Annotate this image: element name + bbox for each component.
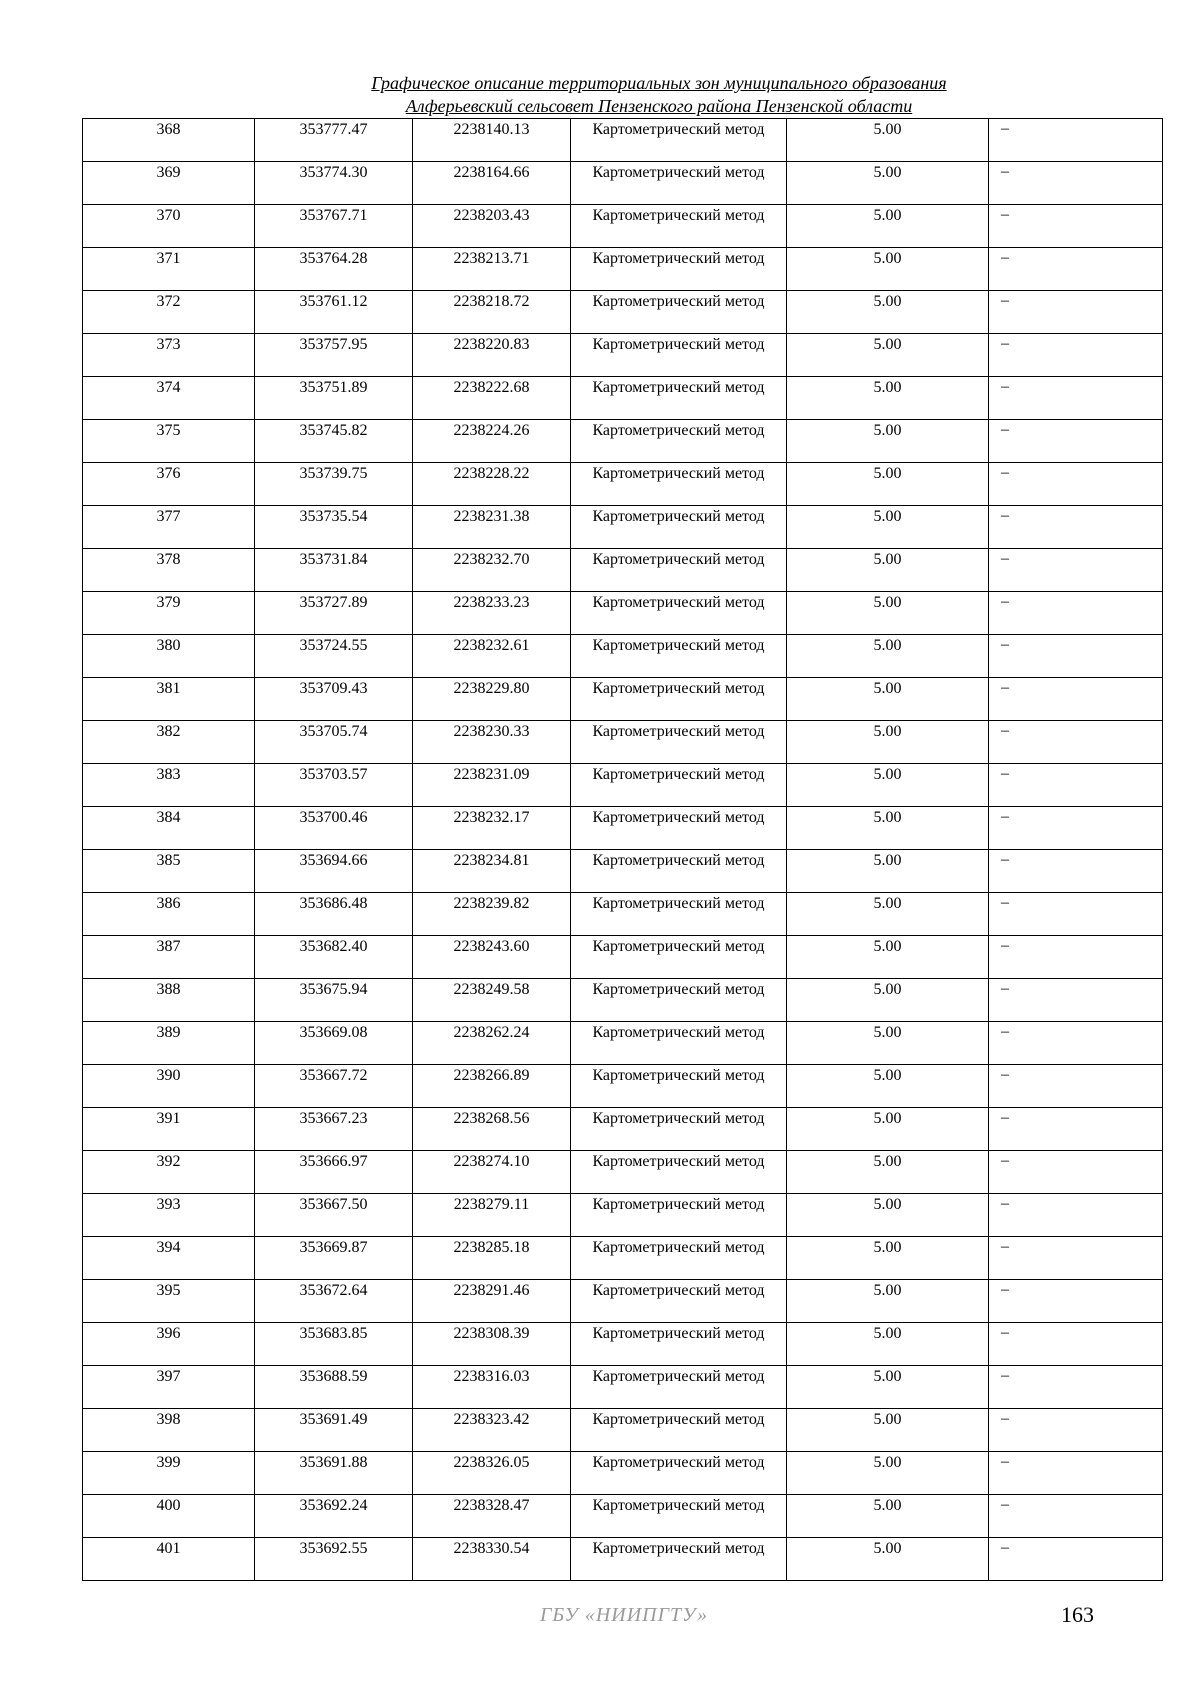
cell-x-coordinate: 353666.97 — [255, 1151, 413, 1194]
cell-method: Картометрический метод — [571, 506, 787, 549]
cell-accuracy: 5.00 — [787, 1194, 989, 1237]
cell-point-number: 376 — [83, 463, 255, 506]
cell-note: – — [989, 678, 1163, 721]
cell-y-coordinate: 2238239.82 — [413, 893, 571, 936]
cell-point-number: 386 — [83, 893, 255, 936]
cell-note: – — [989, 1065, 1163, 1108]
cell-y-coordinate: 2238268.56 — [413, 1108, 571, 1151]
cell-y-coordinate: 2238220.83 — [413, 334, 571, 377]
coordinates-table — [82, 118, 1163, 1581]
cell-note: – — [989, 119, 1163, 162]
cell-note: – — [989, 850, 1163, 893]
cell-method: Картометрический метод — [571, 1538, 787, 1581]
cell-method: Картометрический метод — [571, 1280, 787, 1323]
cell-accuracy: 5.00 — [787, 979, 989, 1022]
cell-point-number: 389 — [83, 1022, 255, 1065]
table-row — [83, 1237, 1163, 1280]
footer-organization: ГБУ «НИИПГТУ» — [540, 1604, 709, 1626]
cell-x-coordinate: 353774.30 — [255, 162, 413, 205]
cell-y-coordinate: 2238323.42 — [413, 1409, 571, 1452]
cell-x-coordinate: 353724.55 — [255, 635, 413, 678]
cell-point-number: 384 — [83, 807, 255, 850]
cell-note: – — [989, 893, 1163, 936]
header-line-1: Графическое описание территориальных зон муниципального образования — [371, 73, 947, 93]
cell-x-coordinate: 353764.28 — [255, 248, 413, 291]
cell-y-coordinate: 2238224.26 — [413, 420, 571, 463]
cell-accuracy: 5.00 — [787, 506, 989, 549]
table-row — [83, 764, 1163, 807]
cell-point-number: 371 — [83, 248, 255, 291]
cell-y-coordinate: 2238231.09 — [413, 764, 571, 807]
cell-y-coordinate: 2238228.22 — [413, 463, 571, 506]
cell-note: – — [989, 377, 1163, 420]
cell-accuracy: 5.00 — [787, 764, 989, 807]
cell-y-coordinate: 2238218.72 — [413, 291, 571, 334]
cell-y-coordinate: 2238234.81 — [413, 850, 571, 893]
table-row — [83, 1108, 1163, 1151]
table-row — [83, 291, 1163, 334]
cell-point-number: 379 — [83, 592, 255, 635]
cell-accuracy: 5.00 — [787, 1323, 989, 1366]
cell-x-coordinate: 353669.08 — [255, 1022, 413, 1065]
table-row — [83, 420, 1163, 463]
cell-x-coordinate: 353683.85 — [255, 1323, 413, 1366]
cell-y-coordinate: 2238326.05 — [413, 1452, 571, 1495]
table-row — [83, 1065, 1163, 1108]
table-row — [83, 1495, 1163, 1538]
table-row — [83, 721, 1163, 764]
cell-y-coordinate: 2238291.46 — [413, 1280, 571, 1323]
cell-x-coordinate: 353735.54 — [255, 506, 413, 549]
cell-accuracy: 5.00 — [787, 1495, 989, 1538]
cell-x-coordinate: 353700.46 — [255, 807, 413, 850]
table-row — [83, 1022, 1163, 1065]
cell-y-coordinate: 2238330.54 — [413, 1538, 571, 1581]
cell-accuracy: 5.00 — [787, 291, 989, 334]
cell-accuracy: 5.00 — [787, 1108, 989, 1151]
cell-x-coordinate: 353688.59 — [255, 1366, 413, 1409]
cell-x-coordinate: 353694.66 — [255, 850, 413, 893]
cell-x-coordinate: 353731.84 — [255, 549, 413, 592]
document-header — [0, 72, 1200, 118]
table-row — [83, 1366, 1163, 1409]
cell-y-coordinate: 2238213.71 — [413, 248, 571, 291]
cell-y-coordinate: 2238279.11 — [413, 1194, 571, 1237]
cell-method: Картометрический метод — [571, 1495, 787, 1538]
cell-point-number: 381 — [83, 678, 255, 721]
cell-method: Картометрический метод — [571, 291, 787, 334]
table-row — [83, 1280, 1163, 1323]
table-row — [83, 635, 1163, 678]
cell-x-coordinate: 353745.82 — [255, 420, 413, 463]
cell-method: Картометрический метод — [571, 1366, 787, 1409]
cell-y-coordinate: 2238274.10 — [413, 1151, 571, 1194]
cell-accuracy: 5.00 — [787, 1022, 989, 1065]
cell-y-coordinate: 2238164.66 — [413, 162, 571, 205]
cell-point-number: 400 — [83, 1495, 255, 1538]
cell-note: – — [989, 205, 1163, 248]
cell-point-number: 395 — [83, 1280, 255, 1323]
table-row — [83, 592, 1163, 635]
cell-x-coordinate: 353691.88 — [255, 1452, 413, 1495]
cell-accuracy: 5.00 — [787, 1151, 989, 1194]
cell-method: Картометрический метод — [571, 1323, 787, 1366]
table-row — [83, 162, 1163, 205]
cell-y-coordinate: 2238249.58 — [413, 979, 571, 1022]
cell-note: – — [989, 420, 1163, 463]
cell-note: – — [989, 291, 1163, 334]
cell-accuracy: 5.00 — [787, 678, 989, 721]
cell-method: Картометрический метод — [571, 1409, 787, 1452]
cell-x-coordinate: 353675.94 — [255, 979, 413, 1022]
cell-x-coordinate: 353703.57 — [255, 764, 413, 807]
cell-point-number: 368 — [83, 119, 255, 162]
cell-point-number: 369 — [83, 162, 255, 205]
cell-point-number: 392 — [83, 1151, 255, 1194]
cell-accuracy: 5.00 — [787, 1452, 989, 1495]
cell-method: Картометрический метод — [571, 979, 787, 1022]
cell-point-number: 391 — [83, 1108, 255, 1151]
cell-method: Картометрический метод — [571, 377, 787, 420]
cell-point-number: 387 — [83, 936, 255, 979]
cell-point-number: 377 — [83, 506, 255, 549]
cell-note: – — [989, 635, 1163, 678]
cell-method: Картометрический метод — [571, 334, 787, 377]
cell-method: Картометрический метод — [571, 807, 787, 850]
cell-method: Картометрический метод — [571, 119, 787, 162]
cell-accuracy: 5.00 — [787, 592, 989, 635]
cell-method: Картометрический метод — [571, 936, 787, 979]
cell-y-coordinate: 2238232.70 — [413, 549, 571, 592]
cell-x-coordinate: 353691.49 — [255, 1409, 413, 1452]
cell-point-number: 382 — [83, 721, 255, 764]
cell-y-coordinate: 2238229.80 — [413, 678, 571, 721]
cell-accuracy: 5.00 — [787, 1366, 989, 1409]
table-row — [83, 334, 1163, 377]
cell-accuracy: 5.00 — [787, 807, 989, 850]
cell-method: Картометрический метод — [571, 678, 787, 721]
cell-method: Картометрический метод — [571, 1151, 787, 1194]
cell-x-coordinate: 353672.64 — [255, 1280, 413, 1323]
cell-x-coordinate: 353727.89 — [255, 592, 413, 635]
cell-y-coordinate: 2238266.89 — [413, 1065, 571, 1108]
cell-x-coordinate: 353667.23 — [255, 1108, 413, 1151]
cell-accuracy: 5.00 — [787, 162, 989, 205]
cell-method: Картометрический метод — [571, 1022, 787, 1065]
cell-method: Картометрический метод — [571, 1452, 787, 1495]
table-row — [83, 1538, 1163, 1581]
cell-note: – — [989, 1366, 1163, 1409]
cell-method: Картометрический метод — [571, 721, 787, 764]
cell-method: Картометрический метод — [571, 592, 787, 635]
cell-note: – — [989, 1409, 1163, 1452]
table-row — [83, 1194, 1163, 1237]
table-row — [83, 463, 1163, 506]
cell-method: Картометрический метод — [571, 635, 787, 678]
cell-x-coordinate: 353751.89 — [255, 377, 413, 420]
cell-note: – — [989, 1538, 1163, 1581]
cell-y-coordinate: 2238232.61 — [413, 635, 571, 678]
cell-point-number: 397 — [83, 1366, 255, 1409]
cell-point-number: 374 — [83, 377, 255, 420]
cell-note: – — [989, 1237, 1163, 1280]
cell-method: Картометрический метод — [571, 764, 787, 807]
cell-point-number: 380 — [83, 635, 255, 678]
cell-note: – — [989, 1022, 1163, 1065]
cell-note: – — [989, 248, 1163, 291]
cell-x-coordinate: 353667.50 — [255, 1194, 413, 1237]
cell-point-number: 401 — [83, 1538, 255, 1581]
cell-accuracy: 5.00 — [787, 635, 989, 678]
cell-y-coordinate: 2238243.60 — [413, 936, 571, 979]
cell-accuracy: 5.00 — [787, 1409, 989, 1452]
cell-point-number: 373 — [83, 334, 255, 377]
cell-note: – — [989, 1280, 1163, 1323]
cell-method: Картометрический метод — [571, 549, 787, 592]
cell-accuracy: 5.00 — [787, 721, 989, 764]
cell-method: Картометрический метод — [571, 248, 787, 291]
cell-accuracy: 5.00 — [787, 377, 989, 420]
table-row — [83, 1409, 1163, 1452]
cell-note: – — [989, 463, 1163, 506]
cell-y-coordinate: 2238233.23 — [413, 592, 571, 635]
cell-accuracy: 5.00 — [787, 248, 989, 291]
cell-note: – — [989, 807, 1163, 850]
table-row — [83, 205, 1163, 248]
cell-point-number: 372 — [83, 291, 255, 334]
cell-accuracy: 5.00 — [787, 936, 989, 979]
header-line-2: Алферьевский сельсовет Пензенского района Пензенской области — [405, 96, 913, 116]
cell-accuracy: 5.00 — [787, 549, 989, 592]
cell-method: Картометрический метод — [571, 1237, 787, 1280]
table-row — [83, 936, 1163, 979]
cell-method: Картометрический метод — [571, 162, 787, 205]
cell-accuracy: 5.00 — [787, 1280, 989, 1323]
cell-note: – — [989, 549, 1163, 592]
cell-accuracy: 5.00 — [787, 463, 989, 506]
cell-x-coordinate: 353761.12 — [255, 291, 413, 334]
cell-method: Картометрический метод — [571, 463, 787, 506]
cell-method: Картометрический метод — [571, 1108, 787, 1151]
cell-x-coordinate: 353705.74 — [255, 721, 413, 764]
cell-note: – — [989, 1151, 1163, 1194]
cell-x-coordinate: 353692.24 — [255, 1495, 413, 1538]
cell-x-coordinate: 353686.48 — [255, 893, 413, 936]
cell-point-number: 390 — [83, 1065, 255, 1108]
table-row — [83, 549, 1163, 592]
cell-x-coordinate: 353669.87 — [255, 1237, 413, 1280]
cell-accuracy: 5.00 — [787, 334, 989, 377]
cell-accuracy: 5.00 — [787, 893, 989, 936]
cell-note: – — [989, 1108, 1163, 1151]
cell-point-number: 383 — [83, 764, 255, 807]
table-row — [83, 678, 1163, 721]
cell-x-coordinate: 353709.43 — [255, 678, 413, 721]
table-row — [83, 893, 1163, 936]
cell-y-coordinate: 2238230.33 — [413, 721, 571, 764]
cell-accuracy: 5.00 — [787, 1065, 989, 1108]
table-row — [83, 506, 1163, 549]
cell-accuracy: 5.00 — [787, 850, 989, 893]
cell-point-number: 398 — [83, 1409, 255, 1452]
cell-accuracy: 5.00 — [787, 1237, 989, 1280]
cell-y-coordinate: 2238316.03 — [413, 1366, 571, 1409]
cell-point-number: 399 — [83, 1452, 255, 1495]
cell-x-coordinate: 353667.72 — [255, 1065, 413, 1108]
cell-y-coordinate: 2238328.47 — [413, 1495, 571, 1538]
cell-accuracy: 5.00 — [787, 1538, 989, 1581]
cell-y-coordinate: 2238308.39 — [413, 1323, 571, 1366]
cell-y-coordinate: 2238262.24 — [413, 1022, 571, 1065]
cell-note: – — [989, 1495, 1163, 1538]
cell-point-number: 370 — [83, 205, 255, 248]
cell-note: – — [989, 1452, 1163, 1495]
cell-note: – — [989, 979, 1163, 1022]
cell-point-number: 385 — [83, 850, 255, 893]
cell-method: Картометрический метод — [571, 1194, 787, 1237]
cell-accuracy: 5.00 — [787, 205, 989, 248]
cell-y-coordinate: 2238231.38 — [413, 506, 571, 549]
cell-x-coordinate: 353777.47 — [255, 119, 413, 162]
cell-x-coordinate: 353682.40 — [255, 936, 413, 979]
cell-note: – — [989, 334, 1163, 377]
cell-note: – — [989, 721, 1163, 764]
cell-note: – — [989, 506, 1163, 549]
cell-y-coordinate: 2238222.68 — [413, 377, 571, 420]
table-row — [83, 1452, 1163, 1495]
cell-note: – — [989, 162, 1163, 205]
cell-method: Картометрический метод — [571, 1065, 787, 1108]
cell-point-number: 396 — [83, 1323, 255, 1366]
cell-point-number: 375 — [83, 420, 255, 463]
cell-x-coordinate: 353757.95 — [255, 334, 413, 377]
cell-point-number: 388 — [83, 979, 255, 1022]
cell-y-coordinate: 2238232.17 — [413, 807, 571, 850]
cell-x-coordinate: 353767.71 — [255, 205, 413, 248]
cell-method: Картометрический метод — [571, 850, 787, 893]
table-row — [83, 807, 1163, 850]
table-row — [83, 377, 1163, 420]
table-row — [83, 1323, 1163, 1366]
cell-method: Картометрический метод — [571, 420, 787, 463]
table-row — [83, 850, 1163, 893]
cell-x-coordinate: 353692.55 — [255, 1538, 413, 1581]
cell-accuracy: 5.00 — [787, 119, 989, 162]
cell-method: Картометрический метод — [571, 893, 787, 936]
cell-note: – — [989, 764, 1163, 807]
cell-note: – — [989, 592, 1163, 635]
cell-y-coordinate: 2238140.13 — [413, 119, 571, 162]
cell-point-number: 394 — [83, 1237, 255, 1280]
cell-point-number: 378 — [83, 549, 255, 592]
cell-note: – — [989, 1194, 1163, 1237]
cell-method: Картометрический метод — [571, 205, 787, 248]
cell-accuracy: 5.00 — [787, 420, 989, 463]
table-row — [83, 1151, 1163, 1194]
page-number: 163 — [1061, 1602, 1094, 1627]
coordinates-table-body — [83, 119, 1163, 1581]
table-row — [83, 979, 1163, 1022]
cell-y-coordinate: 2238285.18 — [413, 1237, 571, 1280]
cell-point-number: 393 — [83, 1194, 255, 1237]
table-row — [83, 248, 1163, 291]
table-row — [83, 119, 1163, 162]
cell-note: – — [989, 936, 1163, 979]
cell-y-coordinate: 2238203.43 — [413, 205, 571, 248]
cell-note: – — [989, 1323, 1163, 1366]
cell-x-coordinate: 353739.75 — [255, 463, 413, 506]
